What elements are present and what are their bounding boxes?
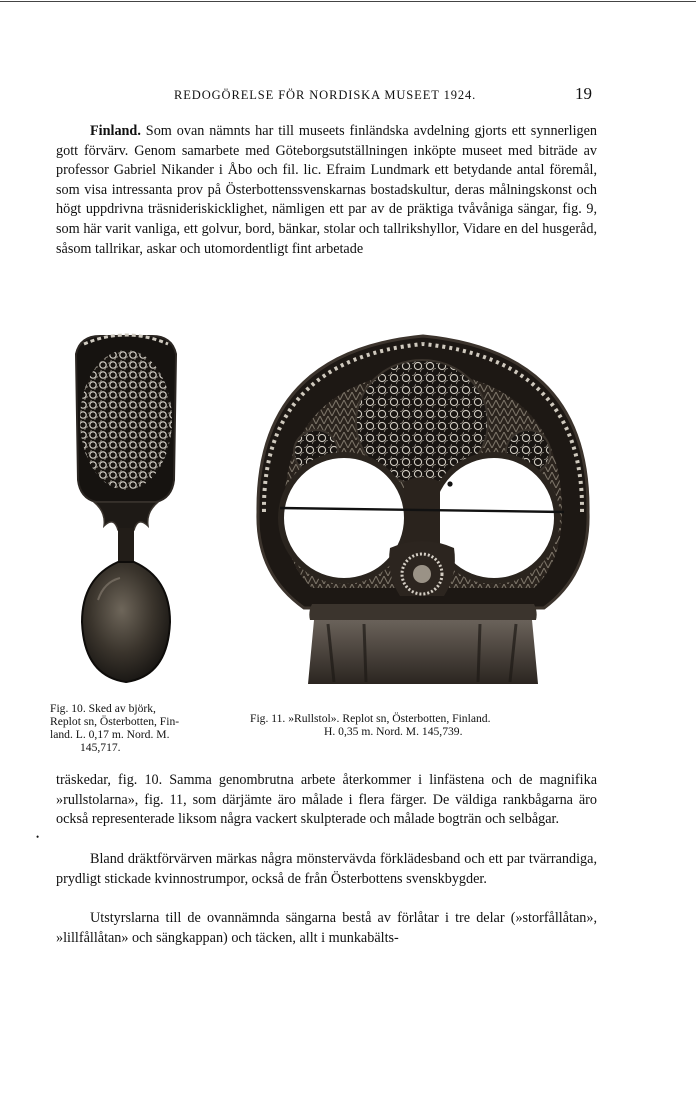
paragraph-lead: Finland. (90, 123, 141, 139)
figure-11-caption (250, 712, 490, 738)
running-header: REDOGÖRELSE FÖR NORDISKA MUSEET 1924. (174, 88, 477, 102)
caption-line: Fig. 10. Sked av björk, (50, 702, 156, 715)
caption-line: H. 0,35 m. Nord. M. 145,739. (324, 725, 463, 738)
paragraph-traskedar: träskedar, fig. 10. Samma genombrutna arbete återkommer i linfästena och de magnifika »rullstolarna», fig. 11, som därjämte äro målade i flera färger. De väldiga rankbågarna äro också representerade liksom några vackert skulpterade och målade bogträn och selbågar. (56, 772, 597, 828)
paragraph-text: Som ovan nämnts har till museets finländska avdelning gjorts ett synnerligen gott förvärv. Genom samarbete med Göteborgsutställningen inköpte museet med biträde av professor Gabriel Nikander i Åbo och fil. lic. Efraim Lundmark ett betydande antal föremål, som visa intressanta prov på Österbottenssvenskarnas bostadskultur, deras målningskonst och högt uppdrivna träsnideriskicklighet, nämligen ett par av de präktiga tvåvåniga sängar, fig. 9, som här varit vanliga, ett golvur, bord, bänkar, stolar och tallrikshyllor, Vidare en del husgeråd, såsom tallrikar, askar och utomordentligt fint arbetade (56, 123, 597, 257)
page-number: 19 (575, 84, 592, 103)
top-rule (0, 1, 696, 2)
caption-line: land. L. 0,17 m. Nord. M. (50, 728, 170, 741)
paragraph-drakt: Bland dräktförvärven märkas några mönstervävda förklädesband och ett par tvärrandiga, prydligt stickade kvinnostrumpor, också de från Österbottens svenskbygder. (56, 851, 597, 887)
figure-11-rullstol-image (244, 312, 602, 694)
margin-mark: • (36, 832, 40, 842)
figure-10-caption (50, 702, 179, 754)
caption-line: Fig. 11. »Rullstol». Replot sn, Österbotten, Finland. (250, 712, 491, 725)
caption-line: Replot sn, Österbotten, Fin- (50, 715, 180, 728)
figure-10-spoon-image (58, 330, 194, 686)
paragraph-finland (56, 122, 597, 259)
caption-line: 145,717. (80, 741, 121, 754)
paragraph-utstyrslar: Utstyrslarna till de ovannämnda sängarna bestå av förlåtar i tre delar (»storfållåtan», »lillfållåtan» och sängkappan) och täcken, allt i munkabälts- (56, 910, 597, 946)
